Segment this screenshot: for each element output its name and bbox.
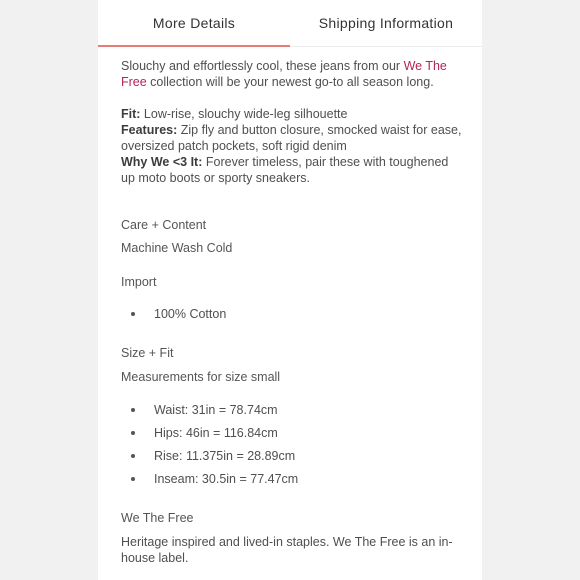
description [121,58,465,186]
list-item [131,426,278,440]
spec-features [121,122,465,154]
origin-label: Import [121,275,157,289]
care-wash-instruction: Machine Wash Cold [121,241,233,255]
size-fit-heading: Size + Fit [121,346,174,360]
brand-description: Heritage inspired and lived-in staples. We The Free is an in-house label. [121,535,453,565]
bullet-icon [131,431,135,435]
spec-label: Fit: [121,107,141,121]
brand-heading: We The Free [121,511,194,525]
tab-shipping-information[interactable]: Shipping Information [318,15,454,31]
spec-why-we-love-it [121,154,465,186]
size-fit-subtitle: Measurements for size small [121,370,281,384]
measurement-text: Waist: 31in = 78.74cm [154,403,278,417]
spec-label: Why We <3 It: [121,155,203,169]
measurement-text: Hips: 46in = 116.84cm [154,426,278,440]
product-details-panel [98,0,482,580]
intro-paragraph [121,58,465,90]
spec-value: Low-rise, slouchy wide-leg silhouette [140,107,348,121]
bullet-icon [131,454,135,458]
measurement-text: Rise: 11.375in = 28.89cm [154,449,296,463]
brand-link[interactable]: We The Free [121,59,447,89]
list-item [131,472,298,486]
measurement-text: Inseam: 30.5in = 77.47cm [154,472,299,486]
spec-fit [121,106,465,122]
spec-label: Features: [121,123,178,137]
material-text: 100% Cotton [154,307,227,321]
list-item [131,403,278,417]
spec-value: Forever timeless, pair these with toughened up moto boots or sporty sneakers. [121,155,449,185]
tab-more-details[interactable]: More Details [98,0,290,46]
list-item [131,449,295,463]
bullet-icon [131,408,135,412]
list-item [131,307,226,321]
intro-text-end: collection will be your newest go-to all season long. [146,75,434,89]
details-tabs [98,0,482,47]
bullet-icon [131,312,135,316]
care-content-heading: Care + Content [121,218,207,232]
bullet-icon [131,477,135,481]
spec-value: Zip fly and button closure, smocked waist for ease, oversized patch pockets, soft rigid denim [121,123,462,153]
intro-text-start: Slouchy and effortlessly cool, these jeans from our [121,59,404,73]
